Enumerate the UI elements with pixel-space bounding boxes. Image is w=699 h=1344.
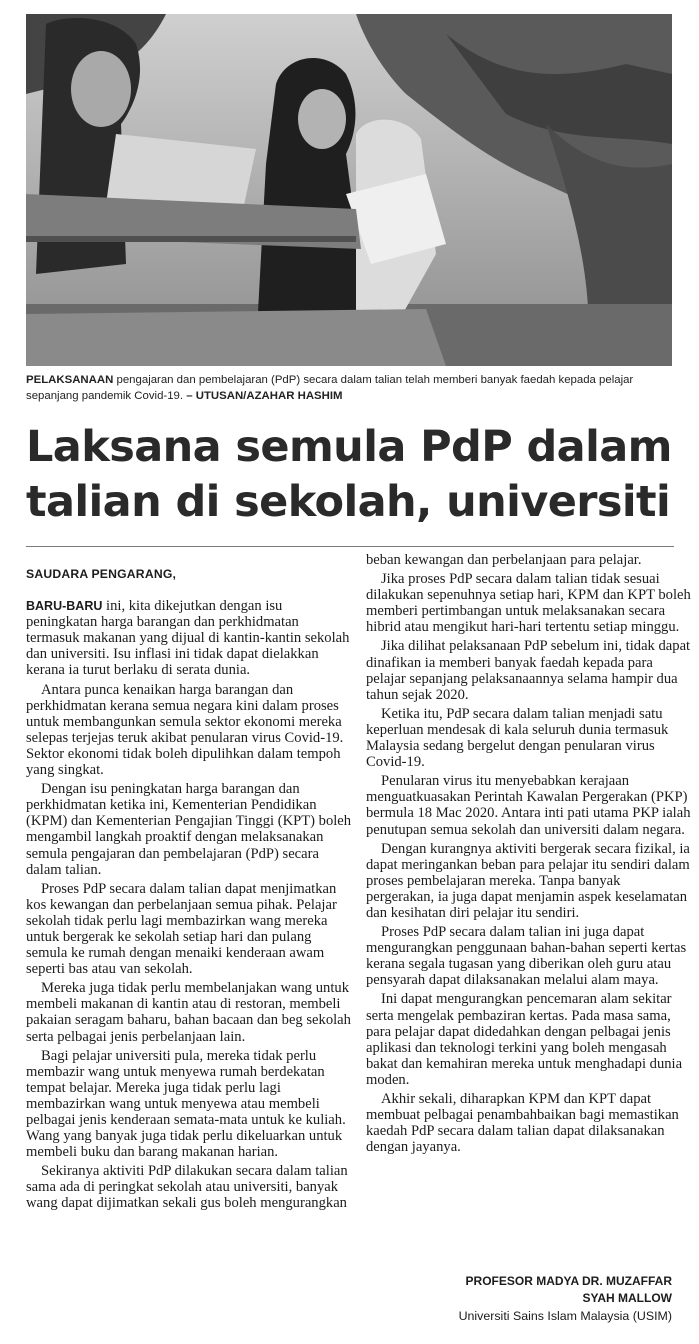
- caption-credit: – UTUSAN/AZAHAR HASHIM: [186, 389, 343, 402]
- paragraph: Akhir sekali, diharapkan KPM dan KPT dapat membuat pelbagai penambahbaikan bagi memastikan kaedah PdP secara dalam talian dapat dilaksanakan dengan jayanya.: [366, 1091, 679, 1156]
- lead-in: BARU-BARU: [26, 599, 103, 614]
- paragraph: beban kewangan dan perbelanjaan para pelajar.: [366, 552, 642, 568]
- paragraph: Proses PdP secara dalam talian ini juga dapat mengurangkan penggunaan bahan-bahan seperti kertas kerana segala tugasan yang diberikan oleh guru atau pensyarah dapat dilaksanakan melalui alam maya.: [366, 924, 687, 989]
- photo-caption: [26, 373, 674, 404]
- salutation: SAUDARA PENGARANG,: [26, 567, 177, 581]
- paragraph: Ini dapat mengurangkan pencemaran alam sekitar serta mengelak pembaziran kertas. Pada masa sama, para pelajar dapat didedahkan dengan pelbagai jenis aplikasi dan teknologi terkini yang boleh mengasah bakat dan kemahiran mereka untuk menghadapi dunia moden.: [366, 991, 683, 1088]
- paragraph: Sekiranya aktiviti PdP dilakukan secara dalam talian sama ada di peringkat sekolah atau universiti, banyak wang dapat dijimatkan sekali gus boleh mengurangkan: [26, 1163, 348, 1212]
- paragraph: [26, 598, 352, 678]
- author-institution: Universiti Sains Islam Malaysia (USIM): [458, 1309, 672, 1323]
- author-name-line1: PROFESOR MADYA DR. MUZAFFAR: [465, 1274, 672, 1288]
- caption-lead: PELAKSANAAN: [26, 374, 114, 386]
- paragraph: Dengan kurangnya aktiviti bergerak secara fizikal, ia dapat meringankan beban para pelajar itu sendiri dalam proses pembelajaran mereka. Tanpa banyak pergerakan, ia juga dapat menjamin aspek keselamatan dan kesihatan diri pelajar itu sendiri.: [366, 840, 690, 921]
- author-name-line2: SYAH MALLOW: [582, 1291, 672, 1305]
- paragraph: Mereka juga tidak perlu membelanjakan wang untuk membeli makanan di kantin atau di restoran, membeli pakaian seragam baharu, bahan bacaan dan beg sekolah serta pelbagai jenis perbelanjaan lain.: [26, 980, 351, 1045]
- paragraph: Bagi pelajar universiti pula, mereka tidak perlu membazir wang untuk menyewa rumah berdekatan tempat belajar. Mereka juga tidak perlu lagi membazirkan wang untuk menyewa atau membeli pelbagai jenis kenderaan semata-mata untuk ke kuliah. Wang yang banyak juga tidak perlu dikeluarkan untuk membeli buku dan barang makanan harian.: [26, 1047, 346, 1161]
- divider: [26, 546, 674, 547]
- photo-illustration: [26, 14, 672, 366]
- paragraph: Proses PdP secara dalam talian dapat menjimatkan kos kewangan dan perbelanjaan semua pihak. Pelajar sekolah tidak perlu lagi membazirkan wang mereka untuk bergerak ke sekolah setiap hari dan pulang semula ke rumah dengan menaiki kenderaan awam seperti bas atau van sekolah.: [26, 880, 337, 978]
- paragraph: Dengan isu peningkatan harga barangan dan perkhidmatan ketika ini, Kementerian Pendidikan (KPM) dan Kementerian Pengajian Tinggi (KPT) boleh mengambil langkah proaktif dengan melaksanakan semula pengajaran dan pembelajaran (PdP) secara dalam talian.: [26, 781, 352, 878]
- article-column-left: [26, 566, 352, 1215]
- paragraph: Penularan virus itu menyebabkan kerajaan menguatkuasakan Perintah Kawalan Pergerakan (PKP) bermula 18 Mac 2020. Antara inti pati utama PKP ialah penutupan semua sekolah dan universiti dalam negara.: [366, 773, 691, 838]
- article-photo: [26, 14, 672, 366]
- caption-text: pengajaran dan pembelajaran (PdP) secara dalam talian telah memberi banyak faedah kepada pelajar sepanjang pandemik Covid-19.: [26, 374, 634, 402]
- paragraph: Jika proses PdP secara dalam talian tidak sesuai dilakukan sepenuhnya setiap hari, KPM dan KPT boleh memberi pertimbangan untuk melaksanakan secara hibrid atau mengikut hari-hari tertentu setiap minggu.: [366, 571, 691, 636]
- headline: Laksana semula PdP dalam talian di sekolah, universiti: [26, 422, 672, 527]
- paragraph-text: ini, kita dikejutkan dengan isu peningkatan harga barangan dan perkhidmatan termasuk makanan yang dijual di kantin-kantin sekolah dan universiti. Isu inflasi ini tidak dapat dielakkan kerana ia turut berlaku di serata dunia.: [26, 598, 350, 679]
- paragraph: Jika dilihat pelaksanaan PdP sebelum ini, tidak dapat dinafikan ia memberi banyak faedah kepada para pelajar sepanjang pelaksanaannya selama hampir dua tahun sejak 2020.: [366, 638, 691, 703]
- article-column-right: [366, 552, 692, 1158]
- paragraph: Ketika itu, PdP secara dalam talian menjadi satu keperluan mendesak di kala seluruh dunia termasuk Malaysia sedang bergelut dengan penularan virus Covid-19.: [366, 705, 669, 771]
- paragraph: Antara punca kenaikan harga barangan dan perkhidmatan kerana semua negara kini dalam proses untuk membangunkan semula sektor ekonomi mereka selepas terjejas teruk akibat penularan virus Covid-19. Sektor ekonomi tidak boleh dipulihkan dalam tempoh yang singkat.: [26, 681, 344, 779]
